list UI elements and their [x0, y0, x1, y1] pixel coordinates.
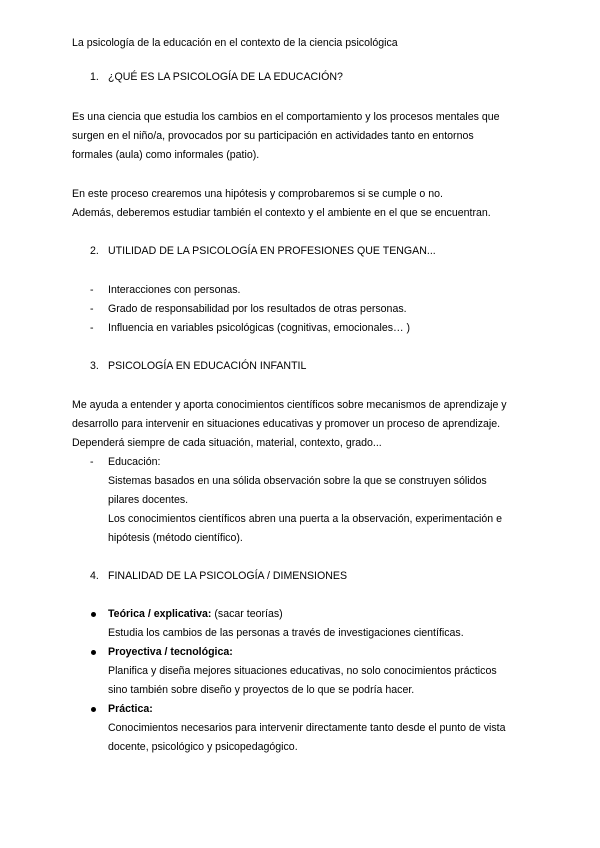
- dimension-term: Teórica / explicativa:: [108, 608, 212, 620]
- bullet-dot: [91, 707, 96, 712]
- section-3-para-line-1: Me ayuda a entender y aporta conocimientos científicos sobre mecanismos de aprendizaje y: [72, 399, 507, 411]
- section-1-heading: ¿QUÉ ES LA PSICOLOGÍA DE LA EDUCACIÓN?: [108, 71, 343, 83]
- section-4-number: 4.: [90, 570, 99, 582]
- dimension-desc-line: Conocimientos necesarios para intervenir directamente tanto desde el punto de vista: [108, 722, 506, 734]
- bullet-dot: [91, 612, 96, 617]
- document-title: La psicología de la educación en el contexto de la ciencia psicológica: [72, 37, 398, 49]
- bullet-dot: [91, 650, 96, 655]
- dimension-term: Práctica:: [108, 703, 153, 715]
- list-item: Influencia en variables psicológicas (cognitivas, emocionales… ): [108, 322, 411, 334]
- section-1-number: 1.: [90, 71, 99, 83]
- section-1-para-2-line-2: Además, deberemos estudiar también el contexto y el ambiente en el que se encuentran.: [72, 207, 491, 219]
- section-2-heading: UTILIDAD DE LA PSICOLOGÍA EN PROFESIONES QUE TENGAN...: [108, 245, 436, 257]
- education-line-4: hipótesis (método científico).: [108, 532, 243, 544]
- section-3-para-line-2: desarrollo para intervenir en situaciones educativas y promover un proceso de aprendizaje.: [72, 418, 501, 430]
- dimension-desc-line: Estudia los cambios de las personas a través de investigaciones científicas.: [108, 627, 464, 639]
- list-dash: -: [90, 456, 94, 468]
- dimension-term: Proyectiva / tecnológica:: [108, 646, 233, 658]
- education-label: Educación:: [108, 456, 161, 468]
- dimension-desc-line: sino también sobre diseño y proyectos de lo que se podría hacer.: [108, 684, 415, 696]
- section-1-para-1-line-2: surgen en el niño/a, provocados por su participación en actividades tanto en entornos: [72, 130, 474, 142]
- dimension-desc-line: docente, psicológico y psicopedagógico.: [108, 741, 298, 753]
- education-line-1: Sistemas basados en una sólida observación sobre la que se construyen sólidos: [108, 475, 487, 487]
- list-item: Interacciones con personas.: [108, 284, 241, 296]
- education-line-2: pilares docentes.: [108, 494, 189, 506]
- dimension-theoretical: [108, 607, 283, 621]
- section-3-heading: PSICOLOGÍA EN EDUCACIÓN INFANTIL: [108, 360, 307, 372]
- section-1-para-2-line-1: En este proceso crearemos una hipótesis y comprobaremos si se cumple o no.: [72, 188, 443, 200]
- section-3-number: 3.: [90, 360, 99, 372]
- section-2-number: 2.: [90, 245, 99, 257]
- section-4-heading: FINALIDAD DE LA PSICOLOGÍA / DIMENSIONES: [108, 570, 348, 582]
- dimension-projective: [108, 645, 233, 659]
- section-1-para-1-line-1: Es una ciencia que estudia los cambios en el comportamiento y los procesos mentales que: [72, 111, 500, 123]
- list-dash: -: [90, 303, 94, 315]
- list-item: Grado de responsabilidad por los resultados de otras personas.: [108, 303, 407, 315]
- list-dash: -: [90, 322, 94, 334]
- dimension-practical: [108, 702, 153, 716]
- education-line-3: Los conocimientos científicos abren una puerta a la observación, experimentación e: [108, 513, 502, 525]
- dimension-desc-line: Planifica y diseña mejores situaciones educativas, no solo conocimientos prácticos: [108, 665, 497, 677]
- dimension-note: (sacar teorías): [211, 608, 283, 620]
- section-1-para-1-line-3: formales (aula) como informales (patio).: [72, 149, 260, 161]
- section-3-para-line-3: Dependerá siempre de cada situación, material, contexto, grado...: [72, 437, 382, 449]
- list-dash: -: [90, 284, 94, 296]
